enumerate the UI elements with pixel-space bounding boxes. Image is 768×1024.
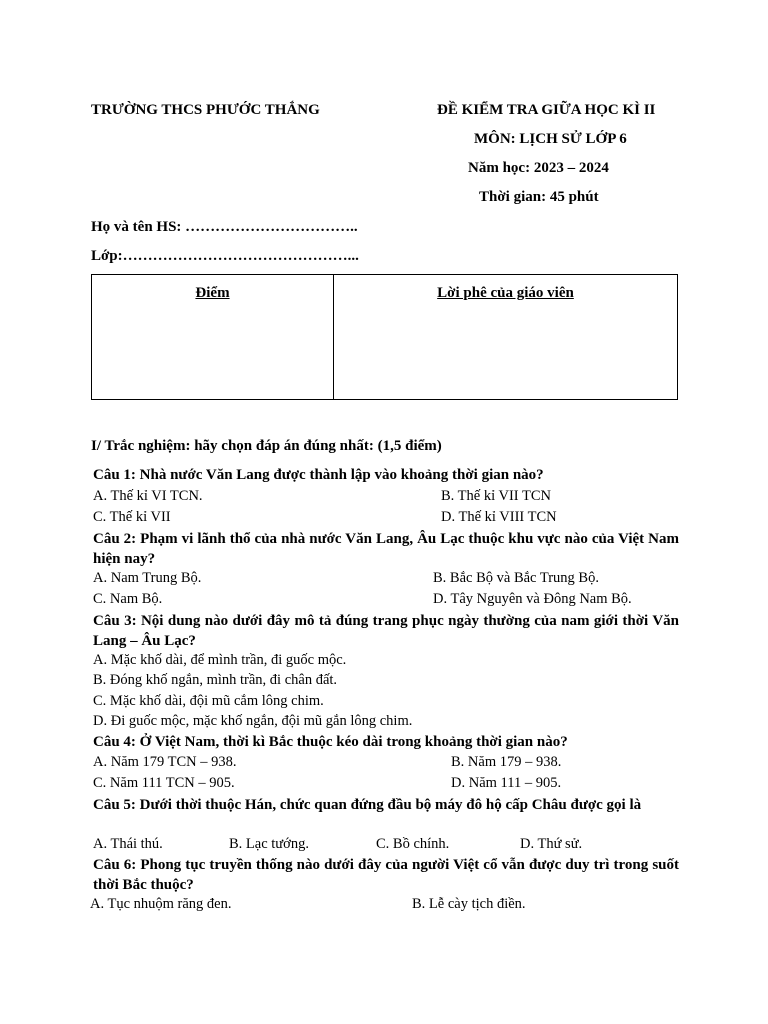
question-1-option-c: C. Thế kỉ VII xyxy=(93,509,171,525)
question-5-option-a: A. Thái thú. xyxy=(93,836,163,852)
school-name: TRƯỜNG THCS PHƯỚC THẮNG xyxy=(91,102,320,118)
question-4-option-b: B. Năm 179 – 938. xyxy=(451,754,562,770)
question-1-option-b: B. Thế kỉ VII TCN xyxy=(441,488,551,504)
teacher-comment-header: Lời phê của giáo viên xyxy=(437,285,574,301)
question-5: Câu 5: Dưới thời thuộc Hán, chức quan đứng đầu bộ máy đô hộ cấp Châu được gọi là xyxy=(93,797,642,813)
score-header: Điểm xyxy=(195,285,230,301)
exam-title: ĐỀ KIỂM TRA GIỮA HỌC KÌ II xyxy=(437,102,656,118)
student-name-line: Họ và tên HS: …………………………….. xyxy=(91,219,358,235)
student-class-line: Lớp:………………………………………... xyxy=(91,248,359,264)
question-2-option-a: A. Nam Trung Bộ. xyxy=(93,570,202,586)
question-2-option-d: D. Tây Nguyên và Đông Nam Bộ. xyxy=(433,591,632,607)
subject-line: MÔN: LỊCH SỬ LỚP 6 xyxy=(474,131,627,147)
exam-duration: Thời gian: 45 phút xyxy=(479,189,599,205)
question-3-option-b: B. Đóng khố ngắn, mình trần, đi chân đất. xyxy=(93,672,338,688)
question-3-option-c: C. Mặc khố dài, đội mũ cắm lông chim. xyxy=(93,693,324,709)
section-title: I/ Trắc nghiệm: hãy chọn đáp án đúng nhất: (1,5 điểm) xyxy=(91,438,442,454)
question-4-option-c: C. Năm 111 TCN – 905. xyxy=(93,775,235,791)
question-5-option-c: C. Bồ chính. xyxy=(376,836,450,852)
school-year: Năm học: 2023 – 2024 xyxy=(468,160,609,176)
question-2-option-c: C. Nam Bộ. xyxy=(93,591,163,607)
question-6-option-b: B. Lễ cày tịch điền. xyxy=(412,896,526,912)
question-4: Câu 4: Ở Việt Nam, thời kì Bắc thuộc kéo dài trong khoảng thời gian nào? xyxy=(93,734,568,750)
question-2-option-b: B. Bắc Bộ và Bắc Trung Bộ. xyxy=(433,570,599,586)
question-5-option-b: B. Lạc tướng. xyxy=(229,836,309,852)
question-1-option-a: A. Thế kỉ VI TCN. xyxy=(93,488,203,504)
question-1: Câu 1: Nhà nước Văn Lang được thành lập vào khoảng thời gian nào? xyxy=(93,467,544,483)
question-1-option-d: D. Thế kỉ VIII TCN xyxy=(441,509,557,525)
question-3-option-a: A. Mặc khố dài, để mình trần, đi guốc mộc. xyxy=(93,652,347,668)
teacher-comment-cell xyxy=(334,275,677,399)
question-6-option-a: A. Tục nhuộm răng đen. xyxy=(90,896,232,912)
question-2: Câu 2: Phạm vi lãnh thổ của nhà nước Văn Lang, Âu Lạc thuộc khu vực nào của Việt Nam hiện nay? xyxy=(93,531,679,567)
question-3-option-d: D. Đi guốc mộc, mặc khố ngắn, đội mũ gắn lông chim. xyxy=(93,713,413,729)
question-4-option-d: D. Năm 111 – 905. xyxy=(451,775,562,791)
question-5-option-d: D. Thứ sử. xyxy=(520,836,583,852)
question-6: Câu 6: Phong tục truyền thống nào dưới đây của người Việt cổ vẫn được duy trì trong suốt thời Bắc thuộc? xyxy=(93,857,679,893)
question-3: Câu 3: Nội dung nào dưới đây mô tả đúng trang phục ngày thường của nam giới thời Văn Lang – Âu Lạc? xyxy=(93,613,679,649)
score-cell xyxy=(92,275,334,399)
question-4-option-a: A. Năm 179 TCN – 938. xyxy=(93,754,237,770)
grade-box xyxy=(91,274,678,400)
